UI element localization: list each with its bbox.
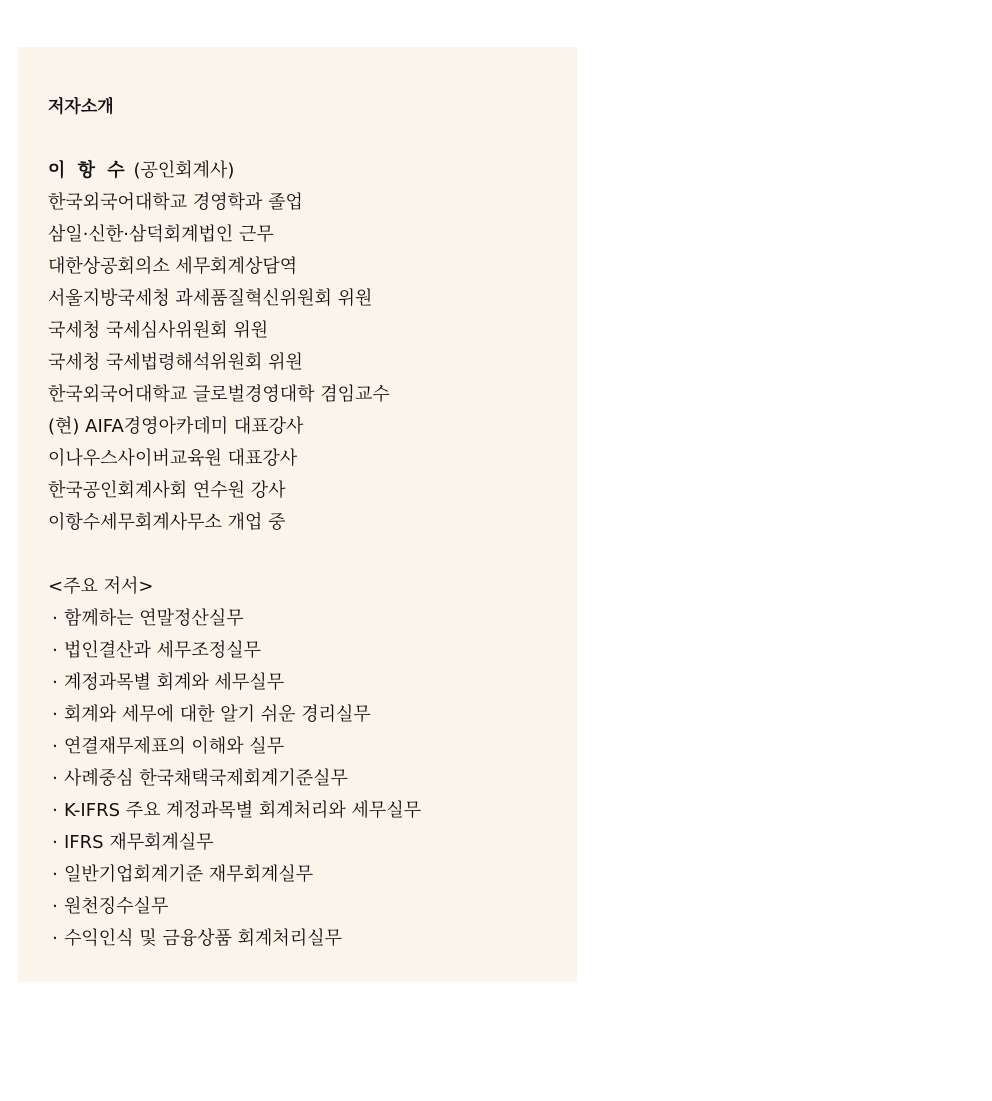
author-name-line <box>48 155 577 187</box>
author-intro-heading: 저자소개 <box>48 97 114 117</box>
book-title: 법인결산과 세무조정실무 <box>64 640 261 661</box>
book-item <box>48 827 577 859</box>
book-title: 일반기업회계기준 재무회계실무 <box>64 864 314 885</box>
spacer <box>48 539 577 571</box>
book-item <box>48 891 577 923</box>
spacer <box>48 123 577 155</box>
author-title: (공인회계사) <box>133 160 235 181</box>
book-item <box>48 763 577 795</box>
book-item <box>48 923 577 955</box>
author-intro-panel <box>18 47 577 982</box>
career-item: 이항수세무회계사무소 개업 중 <box>48 512 286 533</box>
book-item <box>48 667 577 699</box>
career-item: (현) AIFA경영아카데미 대표강사 <box>48 416 304 437</box>
career-item: 삼일·신한·삼덕회계법인 근무 <box>48 224 274 245</box>
career-item: 한국외국어대학교 글로벌경영대학 겸임교수 <box>48 384 390 405</box>
career-item: 한국외국어대학교 경영학과 졸업 <box>48 192 303 213</box>
bullet-dot: · <box>52 608 58 629</box>
book-item <box>48 603 577 635</box>
bullet-dot: · <box>52 832 58 853</box>
book-item <box>48 859 577 891</box>
career-item: 대한상공회의소 세무회계상담역 <box>48 256 298 277</box>
book-item <box>48 731 577 763</box>
bullet-dot: · <box>52 768 58 789</box>
book-title: 함께하는 연말정산실무 <box>64 608 244 629</box>
career-item: 국세청 국세법령해석위원회 위원 <box>48 352 303 373</box>
book-title: 수익인식 및 금융상품 회계처리실무 <box>64 928 342 949</box>
bullet-dot: · <box>52 800 58 821</box>
career-item: 국세청 국세심사위원회 위원 <box>48 320 269 341</box>
career-item: 한국공인회계사회 연수원 강사 <box>48 480 286 501</box>
book-item <box>48 635 577 667</box>
bullet-dot: · <box>52 736 58 757</box>
bullet-dot: · <box>52 704 58 725</box>
book-title: 회계와 세무에 대한 알기 쉬운 경리실무 <box>64 704 371 725</box>
book-title: 사례중심 한국채택국제회계기준실무 <box>64 768 348 789</box>
career-item: 이나우스사이버교육원 대표강사 <box>48 448 298 469</box>
book-item <box>48 699 577 731</box>
book-title: K-IFRS 주요 계정과목별 회계처리와 세무실무 <box>64 800 422 821</box>
bullet-dot: · <box>52 672 58 693</box>
bullet-dot: · <box>52 928 58 949</box>
author-name: 이 항 수 <box>48 160 128 181</box>
books-heading: <주요 저서> <box>48 576 154 597</box>
career-item: 서울지방국세청 과세품질혁신위원회 위원 <box>48 288 373 309</box>
bullet-dot: · <box>52 640 58 661</box>
book-item <box>48 795 577 827</box>
book-title: 계정과목별 회계와 세무실무 <box>64 672 285 693</box>
bullet-dot: · <box>52 896 58 917</box>
book-title: 원천징수실무 <box>64 896 169 917</box>
book-title: 연결재무제표의 이해와 실무 <box>64 736 285 757</box>
book-title: IFRS 재무회계실무 <box>64 832 214 853</box>
bullet-dot: · <box>52 864 58 885</box>
